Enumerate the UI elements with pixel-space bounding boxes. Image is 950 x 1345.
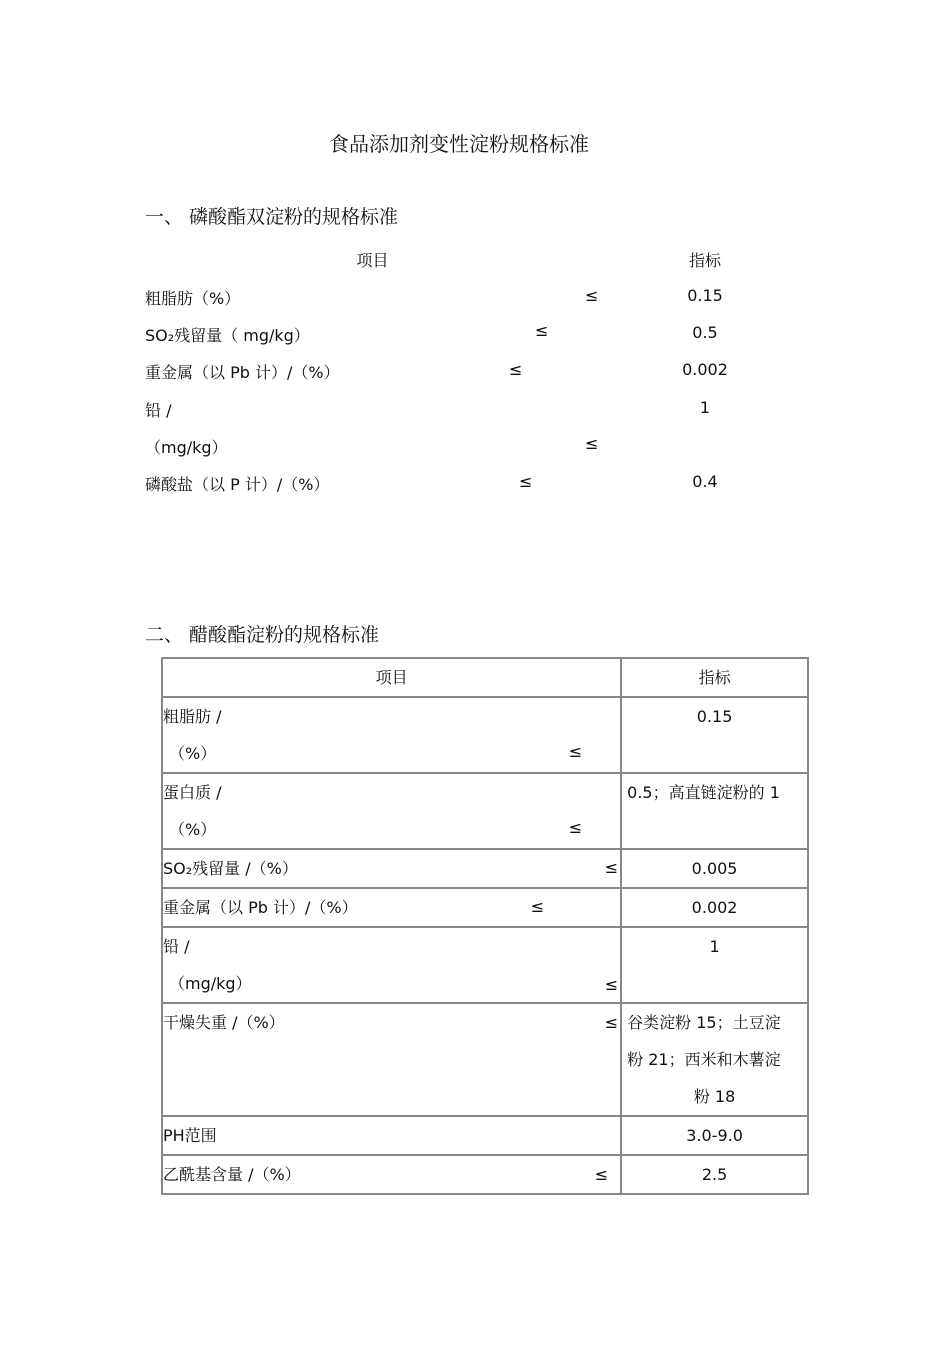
- s1-row5-symbol: ≤: [519, 472, 533, 491]
- table-cell-value: 0.15: [621, 697, 808, 773]
- table-cell-item: 蛋白质 / （%） ≤: [162, 773, 621, 849]
- le-symbol: ≤: [604, 858, 619, 877]
- table-cell-value: 0.002: [621, 888, 808, 927]
- section1-col-value-header: 指标: [688, 251, 721, 270]
- table-cell-value: 2.5: [621, 1155, 808, 1194]
- s1-row1-symbol: ≤: [585, 286, 599, 305]
- section1-col-item-header: 项目: [356, 251, 389, 270]
- section2-spec-table: [161, 657, 809, 1195]
- table-row: [162, 927, 808, 1003]
- table-row: [162, 773, 808, 849]
- section2-heading: 二、 醋酸酯淀粉的规格标准: [145, 624, 380, 646]
- s1-row4-item-unit: （mg/kg）: [145, 438, 228, 457]
- s1-row3-value: 0.002: [682, 360, 728, 379]
- table-header-value: 指标: [621, 658, 808, 697]
- s1-row4-symbol: ≤: [585, 434, 599, 453]
- table-cell-item: 干燥失重 /（%） ≤: [162, 1003, 621, 1116]
- le-symbol: ≤: [568, 742, 583, 761]
- document-title: 食品添加剂变性淀粉规格标准: [329, 132, 589, 156]
- le-symbol: ≤: [594, 1165, 609, 1184]
- table-row: [162, 1116, 808, 1155]
- table-cell-item: 乙酰基含量 /（%） ≤: [162, 1155, 621, 1194]
- s1-row3-item: 重金属（以 Pb 计）/（%）: [145, 363, 340, 382]
- table-cell-value: 0.5；高直链淀粉的 1: [621, 773, 808, 849]
- table-cell-value: 0.005: [621, 849, 808, 888]
- table-row: [162, 849, 808, 888]
- s1-row5-item: 磷酸盐（以 P 计）/（%）: [145, 475, 330, 494]
- le-symbol: ≤: [604, 975, 619, 994]
- s1-row5-value: 0.4: [692, 472, 718, 491]
- table-cell-value: 3.0-9.0: [621, 1116, 808, 1155]
- table-row: [162, 1155, 808, 1194]
- table-cell-item: SO₂残留量 /（%） ≤: [162, 849, 621, 888]
- table-cell-value: 谷类淀粉 15；土豆淀 粉 21；西米和木薯淀 粉 18: [621, 1003, 808, 1116]
- le-symbol: ≤: [604, 1013, 619, 1032]
- table-cell-item: 重金属（以 Pb 计）/（%） ≤: [162, 888, 621, 927]
- le-symbol: ≤: [530, 897, 545, 916]
- s1-row2-value: 0.5: [692, 323, 718, 342]
- s1-row2-item: SO₂残留量（ mg/kg）: [145, 326, 310, 345]
- table-row: [162, 1003, 808, 1116]
- table-cell-item: PH范围: [162, 1116, 621, 1155]
- table-header-item: 项目: [162, 658, 621, 697]
- s1-row3-symbol: ≤: [509, 360, 523, 379]
- table-cell-item: 粗脂肪 / （%） ≤: [162, 697, 621, 773]
- le-symbol: ≤: [568, 818, 583, 837]
- table-cell-value: 1: [621, 927, 808, 1003]
- section1-heading: 一、 磷酸酯双淀粉的规格标准: [145, 206, 399, 228]
- s1-row4-item: 铅 /: [145, 401, 172, 420]
- table-row: [162, 888, 808, 927]
- table-header-row: [162, 658, 808, 697]
- s1-row1-value: 0.15: [687, 286, 723, 305]
- s1-row4-value: 1: [699, 398, 711, 417]
- s1-row1-item: 粗脂肪（%）: [145, 289, 241, 308]
- table-cell-item: 铅 / （mg/kg） ≤: [162, 927, 621, 1003]
- s1-row2-symbol: ≤: [535, 321, 549, 340]
- table-row: [162, 697, 808, 773]
